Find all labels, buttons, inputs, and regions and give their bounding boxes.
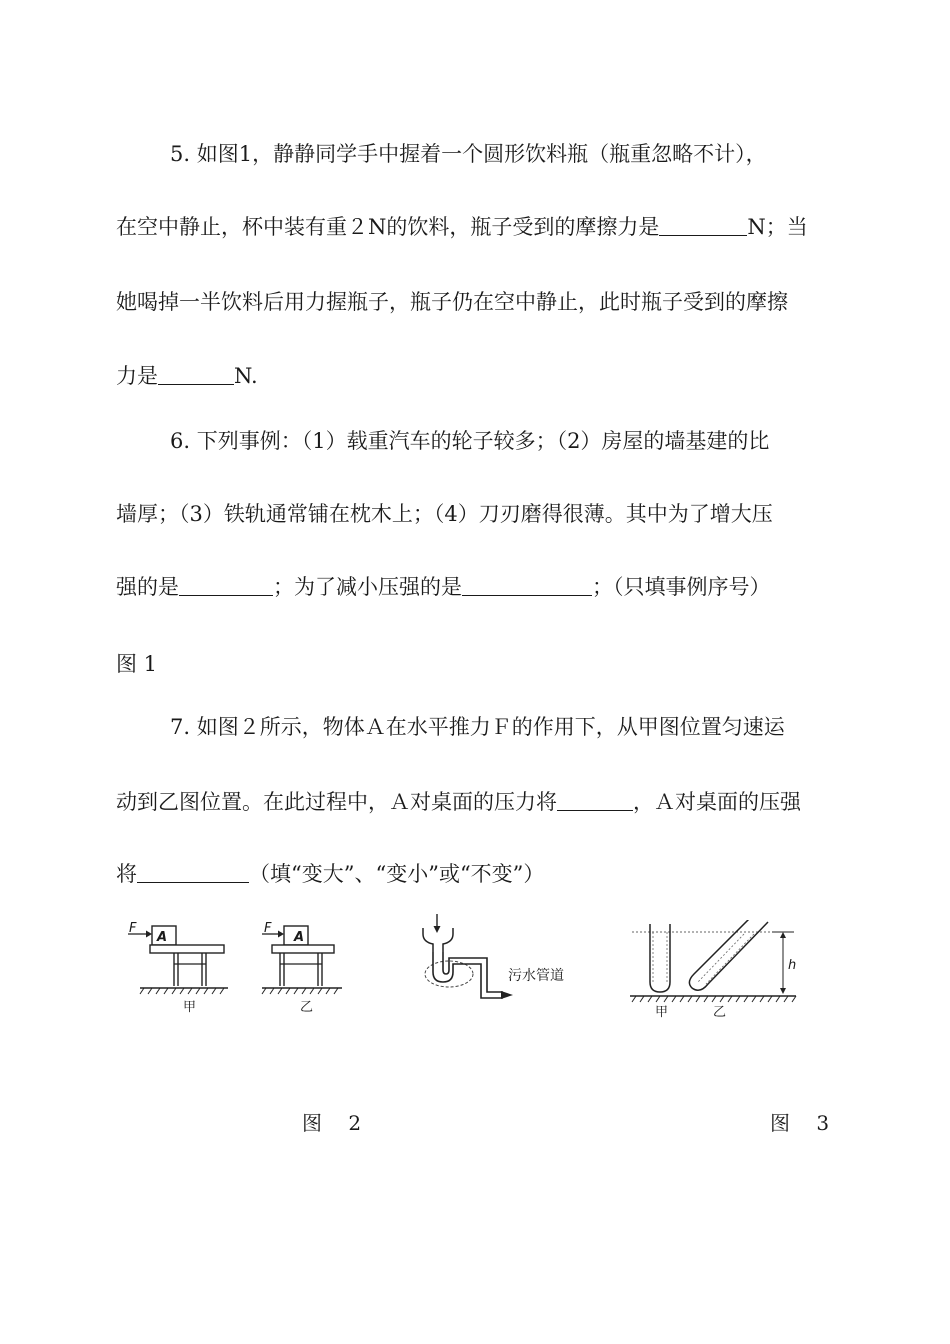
fig2-jia-block-label: A (157, 930, 168, 945)
q6-line-1: 6. 下列事例：（1）载重汽车的轮子较多；（2）房屋的墙基建的比 (170, 429, 770, 453)
q7-blank-2[interactable] (137, 862, 249, 883)
q7-line-3 (116, 860, 544, 888)
q5-line-4 (116, 362, 258, 390)
fig3-yi-label: 乙 (713, 1005, 727, 1020)
q5-line-3: 她喝掉一半饮料后用力握瓶子，瓶子仍在空中静止，此时瓶子受到的摩擦 (116, 290, 788, 314)
fig2-yi-label: 乙 (300, 1000, 314, 1015)
fig3-height-label: h (788, 958, 797, 973)
q6-line-3-text-c: ；（只填事例序号） (592, 575, 771, 599)
fig2-yi-force-label: F (264, 921, 272, 936)
q6-line-3-text-a: 强的是 (116, 575, 179, 599)
q7-line-3-text-b: （填“变大”、“变小”或“不变”） (249, 862, 545, 886)
q5-line-4-text-a: 力是 (116, 364, 158, 388)
q7-line-3-text-a: 将 (116, 862, 137, 886)
fig2-table-jia-diagram (120, 918, 230, 1018)
fig2-caption: 图 2 (302, 1111, 362, 1135)
sink-trap-diagram (415, 912, 525, 1012)
fig1-caption: 图 1 (116, 652, 158, 676)
q5-line-2-text-b: N；当 (747, 215, 808, 239)
q6-line-2: 墙厚；（3）铁轨通常铺在枕木上；（4）刀刃磨得很薄。其中为了增大压 (116, 502, 773, 526)
fig3-jia-label: 甲 (655, 1005, 669, 1020)
q5-blank-1[interactable] (659, 215, 747, 236)
q5-line-2 (116, 213, 808, 241)
sewer-pipe-label: 污水管道 (508, 968, 564, 984)
fig2-jia-force-label: F (129, 921, 137, 936)
fig2-yi-block-label: A (294, 930, 305, 945)
q6-blank-2[interactable] (462, 575, 592, 596)
q5-blank-2[interactable] (158, 364, 234, 385)
q7-line-2 (116, 788, 801, 816)
q6-blank-1[interactable] (179, 575, 273, 596)
q5-line-2-text-a: 在空中静止，杯中装有重２N的饮料，瓶子受到的摩擦力是 (116, 215, 660, 239)
q7-line-2-text-b: ，Ａ对桌面的压强 (633, 790, 801, 814)
q7-line-1: 7. 如图２所示，物体Ａ在水平推力Ｆ的作用下，从甲图位置匀速运 (170, 715, 785, 739)
fig2-jia-label: 甲 (183, 1000, 197, 1015)
q6-line-3-text-b: ；为了减小压强的是 (273, 575, 462, 599)
q7-line-2-text-a: 动到乙图位置。在此过程中，Ａ对桌面的压力将 (116, 790, 557, 814)
q5-line-4-text-b: N. (234, 364, 258, 388)
q7-blank-1[interactable] (557, 790, 633, 811)
fig3-caption: 图 3 (770, 1111, 830, 1135)
q6-line-3 (116, 573, 771, 601)
q5-line-1: 5. 如图1，静静同学手中握着一个圆形饮料瓶（瓶重忽略不计）， (170, 142, 767, 166)
